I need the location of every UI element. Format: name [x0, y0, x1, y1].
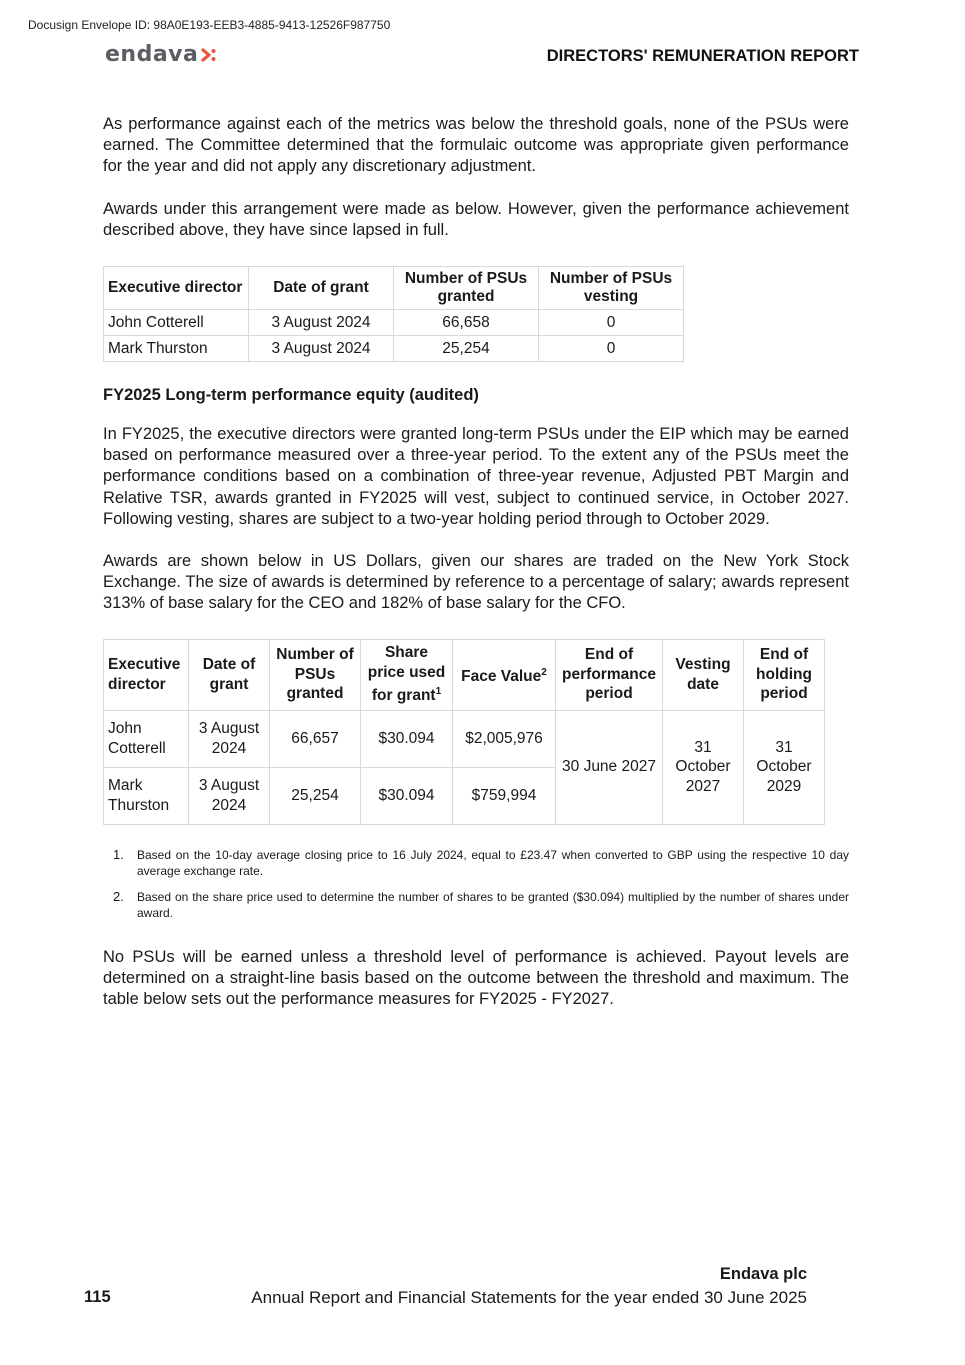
table-header: Number of PSUs granted — [394, 267, 539, 310]
section-heading: FY2025 Long-term performance equity (audited) — [103, 386, 479, 405]
table-cell: 66,657 — [270, 710, 361, 767]
table-cell: 25,254 — [270, 767, 361, 824]
footnote-ref: 2 — [541, 666, 547, 678]
table-cell: 3 August 2024 — [249, 336, 394, 362]
table-header — [453, 639, 556, 710]
paragraph-awards-lapsed: Awards under this arrangement were made as below. However, given the performance achievement described above, they have since lapsed in full. — [103, 199, 849, 239]
table-cell: 0 — [539, 336, 684, 362]
table-header: Executive director — [104, 267, 249, 310]
table-header: End of holding period — [744, 639, 825, 710]
table-header: End of performance period — [556, 639, 663, 710]
paragraph-payout-levels: No PSUs will be earned unless a threshold level of performance is achieved. Payout levels are determined on a straight-line basis based on the outcome between the threshold and maximum. The table below sets out the performance measures for FY2025 - FY2027. — [103, 947, 849, 1009]
table-cell: 3 August 2024 — [189, 710, 270, 767]
table-cell: Mark Thurston — [104, 767, 189, 824]
footer-company: Endava plc — [719, 1265, 807, 1283]
table-header — [361, 639, 453, 710]
fy2025-psu-grant-table — [103, 639, 825, 825]
table-cell: $30.094 — [361, 710, 453, 767]
table-header-text: Face Value — [461, 667, 542, 685]
logo-mark-icon — [201, 47, 217, 63]
footnote-number: 2. — [113, 888, 124, 904]
table-row — [104, 336, 684, 362]
table-cell: $759,994 — [453, 767, 556, 824]
table-header: Number of PSUs vesting — [539, 267, 684, 310]
table-cell-end-of-holding-period: 31 October 2029 — [744, 710, 825, 824]
psu-vesting-table — [103, 266, 684, 362]
main-content — [103, 114, 849, 1010]
logo-text: endava — [105, 41, 199, 67]
footnotes — [103, 847, 849, 921]
table-cell-end-of-performance-period: 30 June 2027 — [556, 710, 663, 824]
table-header: Executive director — [104, 639, 189, 710]
endava-logo — [105, 40, 217, 68]
paragraph-eip-grant: In FY2025, the executive directors were granted long-term PSUs under the EIP which may be earned based on performance measured over a three-year period. To the extent any of the PSUs meet the performance conditions based on a combination of three-year revenue, Adjusted PBT Margin and Relative TSR, awards granted in FY2025 will vest, subject to continued service, in October 2027. Following vesting, shares are subject to a two-year holding period through to October 2029. — [103, 425, 849, 528]
table-header: Date of grant — [249, 267, 394, 310]
table-cell: 0 — [539, 310, 684, 336]
table-cell: 66,658 — [394, 310, 539, 336]
table-header-text: Share price used for grant — [367, 644, 446, 705]
table-row — [104, 310, 684, 336]
table-cell-vesting-date: 31 October 2027 — [663, 710, 744, 824]
footnote-ref: 1 — [435, 686, 442, 698]
paragraph-award-size: Awards are shown below in US Dollars, given our shares are traded on the New York Stock Exchange. The size of awards is determined by reference to a percentage of salary; awards represent 313% of base salary for the CEO and 182% of base salary for the CFO. — [103, 552, 849, 613]
table-header-row — [104, 267, 684, 310]
footer-description: Annual Report and Financial Statements for the year ended 30 June 2025 — [251, 1288, 807, 1307]
table-cell: 25,254 — [394, 336, 539, 362]
footnote-text: Based on the 10-day average closing price to 16 July 2024, equal to £23.47 when converted to GBP using the respective 10 day average exchange rate. — [137, 847, 849, 878]
table-header-row — [104, 639, 825, 710]
footnote-text: Based on the share price used to determine the number of shares to be granted ($30.094) multiplied by the number of shares under award. — [137, 889, 849, 920]
table-cell: $30.094 — [361, 767, 453, 824]
footnote — [103, 847, 849, 879]
table-header: Date of grant — [189, 639, 270, 710]
table-header: Vesting date — [663, 639, 744, 710]
table-cell: John Cotterell — [104, 710, 189, 767]
table-cell: $2,005,976 — [453, 710, 556, 767]
table-header: Number of PSUs granted — [270, 639, 361, 710]
table-row — [104, 710, 825, 767]
table-cell: John Cotterell — [104, 310, 249, 336]
footnote — [103, 889, 849, 921]
page-number: 115 — [84, 1288, 111, 1306]
table-cell: 3 August 2024 — [189, 767, 270, 824]
docusign-envelope-id: Docusign Envelope ID: 98A0E193-EEB3-4885-9413-12526F987750 — [28, 18, 391, 32]
paragraph-lapse-outcome: As performance against each of the metrics was below the threshold goals, none of the PSUs were earned. The Committee determined that the formulaic outcome was appropriate given performance for the year and did not apply any discretionary adjustment. — [103, 115, 849, 176]
table-cell: Mark Thurston — [104, 336, 249, 362]
header-title: DIRECTORS' REMUNERATION REPORT — [546, 47, 859, 65]
footnote-number: 1. — [113, 846, 124, 862]
table-cell: 3 August 2024 — [249, 310, 394, 336]
